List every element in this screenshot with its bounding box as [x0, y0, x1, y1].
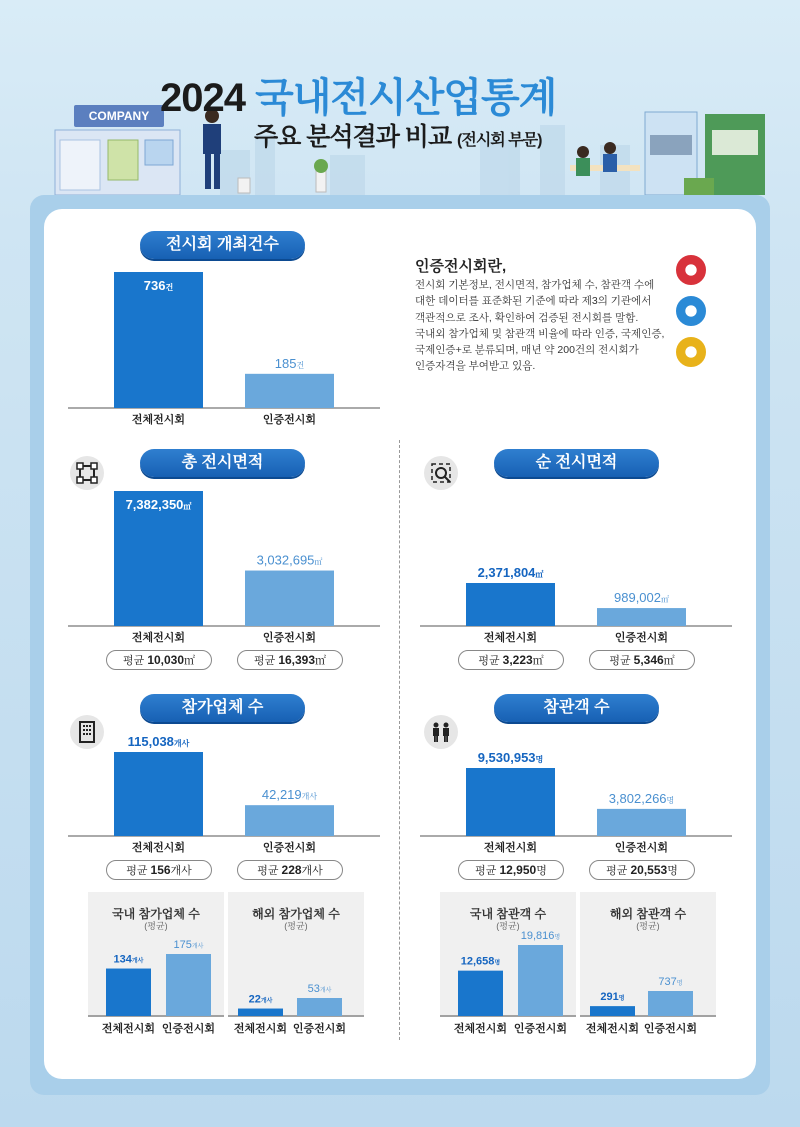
net_area-value-label: 2,371,804㎡ — [477, 565, 544, 580]
exhibitors-bar — [245, 805, 334, 836]
net_area-bar — [466, 583, 555, 626]
avg-value: 3,223 — [502, 653, 533, 667]
net_area-bar — [597, 608, 686, 626]
pill-total-area: 총 전시면적 — [140, 449, 305, 477]
visitors-category-label: 인증전시회 — [614, 842, 669, 854]
title-main: 국내전시산업통계 — [255, 76, 557, 120]
subpanel-title: 해외 참가업체 수 — [252, 907, 340, 921]
for_visitors-unit: 명 — [676, 981, 683, 987]
subpanel-subtitle: (평균) — [636, 921, 660, 931]
avg-label: 평균 — [126, 865, 148, 877]
count-unit: 건 — [165, 283, 174, 292]
dom_visitors-unit: 명 — [554, 935, 561, 941]
for_visitors-bar — [590, 1006, 635, 1016]
exhibitors-value-label: 42,219개사 — [261, 787, 318, 803]
count-value-label: 185건 — [274, 355, 305, 371]
avg-value: 12,950 — [499, 863, 537, 877]
info-line: 객관적으로 조사, 확인하여 검증된 전시회를 말함. — [415, 311, 639, 324]
avg-label: 평균 — [606, 865, 628, 877]
for_exhibitors-bar — [238, 1009, 283, 1016]
avg-label: 평균 — [609, 655, 631, 667]
pill-net-area: 순 전시면적 — [494, 449, 659, 477]
avg-unit: 개사 — [170, 865, 192, 877]
avg-label: 평균 — [475, 865, 497, 877]
avg-value: 16,393 — [278, 653, 316, 667]
avg-unit: 명 — [667, 865, 678, 877]
count-category-label: 인증전시회 — [262, 414, 317, 426]
visitors-category-label: 전체전시회 — [483, 842, 538, 854]
dom_exhibitors-value-label: 175개사 — [173, 939, 204, 951]
for_exhibitors-value-label: 53개사 — [307, 983, 332, 995]
avg-label: 평균 — [122, 655, 145, 667]
for_exhibitors-bar — [297, 998, 342, 1016]
total_area-bar — [245, 571, 334, 626]
dom_exhibitors-unit: 개사 — [131, 958, 144, 965]
net_area-category-label: 인증전시회 — [614, 632, 669, 644]
avg-value: 228 — [281, 863, 302, 877]
net_area-category-label: 전체전시회 — [483, 632, 538, 644]
total_area-category-label: 인증전시회 — [262, 632, 317, 644]
for_visitors-unit: 명 — [618, 996, 625, 1003]
pill-exhibitors: 참가업체 수 — [140, 694, 305, 722]
net_area-unit: ㎡ — [535, 570, 544, 579]
avg-unit: ㎡ — [532, 655, 544, 667]
visitors-unit: 명 — [666, 795, 675, 805]
for_visitors-category-label: 전체전시회 — [585, 1023, 640, 1035]
info-line: 국내외 참가업체 및 참관객 비율에 따라 인증, 국제인증, — [415, 327, 665, 340]
subpanel-title: 해외 참관객 수 — [609, 907, 687, 921]
info-title: 인증전시회란, — [415, 258, 507, 275]
visitors-unit: 명 — [535, 755, 544, 764]
for_visitors-bar — [648, 991, 693, 1016]
pill-count: 전시회 개최건수 — [140, 231, 305, 259]
info-line: 전시회 기본정보, 전시면적, 참가업체 수, 참관객 수에 — [415, 279, 655, 291]
avg-unit: ㎡ — [315, 655, 327, 667]
avg-unit: ㎡ — [184, 655, 196, 667]
for_visitors-category-label: 인증전시회 — [643, 1023, 698, 1035]
count-unit: 건 — [296, 360, 305, 370]
avg-unit: 명 — [536, 865, 547, 877]
visitors-value-label: 3,802,266명 — [608, 790, 675, 806]
dom_exhibitors-category-label: 전체전시회 — [101, 1023, 156, 1035]
dom_visitors-value-label: 19,816명 — [520, 930, 561, 942]
total_area-unit: ㎡ — [314, 557, 323, 567]
avg-unit: 개사 — [301, 865, 323, 877]
title-year: 2024 — [160, 76, 245, 120]
for_exhibitors-category-label: 전체전시회 — [233, 1023, 288, 1035]
total_area-value-label: 3,032,695㎡ — [256, 552, 323, 568]
subtitle-paren: (전시회 부문) — [457, 132, 542, 149]
visitors-bar — [466, 768, 555, 836]
dom_exhibitors-bar — [106, 969, 151, 1016]
dom_visitors-bar — [518, 945, 563, 1016]
dom_visitors-category-label: 인증전시회 — [513, 1023, 568, 1035]
total_area-unit: ㎡ — [183, 502, 192, 511]
dom_visitors-bar — [458, 971, 503, 1016]
info-line: 인증자격을 부여받고 있음. — [415, 360, 536, 373]
exhibitors-category-label: 전체전시회 — [131, 842, 186, 854]
dom_exhibitors-bar — [166, 954, 211, 1016]
visitors-value-label: 9,530,953명 — [477, 750, 544, 765]
dom_exhibitors-unit: 개사 — [191, 944, 204, 950]
total_area-value-label: 7,382,350㎡ — [125, 497, 192, 512]
for_exhibitors-unit: 개사 — [319, 988, 332, 994]
exhibitors-unit: 개사 — [301, 792, 318, 802]
for_visitors-value-label: 737명 — [658, 976, 683, 988]
total_area-category-label: 전체전시회 — [131, 632, 186, 644]
count-category-label: 전체전시회 — [131, 414, 186, 426]
info-line: 대한 데이터를 표준화된 기준에 따라 제3의 기관에서 — [415, 295, 652, 308]
subpanel-title: 국내 참가업체 수 — [112, 907, 200, 921]
avg-unit: ㎡ — [663, 655, 675, 667]
avg-label: 평균 — [253, 655, 276, 667]
dom_exhibitors-category-label: 인증전시회 — [161, 1023, 216, 1035]
for_exhibitors-unit: 개사 — [260, 998, 273, 1005]
exhibitors-bar — [114, 752, 203, 836]
subtitle-main: 주요 분석결과 비교 — [254, 123, 452, 151]
for_visitors-value-label: 291명 — [600, 991, 625, 1004]
subpanel-subtitle: (평균) — [144, 921, 168, 931]
count-value-label: 736건 — [143, 278, 174, 293]
exhibitors-value-label: 115,038개사 — [127, 734, 190, 749]
dom_visitors-category-label: 전체전시회 — [453, 1023, 508, 1035]
info-line: 국제인증+로 분류되며, 매년 약 200건의 전시회가 — [415, 344, 639, 357]
company-sign: COMPANY — [74, 105, 164, 127]
subpanel-title: 국내 참관객 수 — [469, 907, 547, 921]
exhibitors-category-label: 인증전시회 — [262, 842, 317, 854]
for_exhibitors-value-label: 22개사 — [248, 993, 273, 1006]
net_area-unit: ㎡ — [661, 595, 669, 605]
dom_exhibitors-value-label: 134개사 — [113, 953, 144, 966]
net_area-value-label: 989,002㎡ — [614, 590, 669, 606]
avg-label: 평균 — [478, 655, 500, 667]
avg-value: 156 — [150, 863, 171, 877]
avg-value: 10,030 — [147, 653, 185, 667]
visitors-bar — [597, 809, 686, 836]
subpanel-subtitle: (평균) — [496, 921, 520, 931]
subpanel-subtitle: (평균) — [284, 921, 308, 931]
avg-value: 5,346 — [633, 653, 664, 667]
dom_visitors-unit: 명 — [494, 960, 501, 967]
for_exhibitors-category-label: 인증전시회 — [292, 1023, 347, 1035]
pill-visitors: 참관객 수 — [494, 694, 659, 722]
dom_visitors-value-label: 12,658명 — [460, 955, 501, 968]
avg-value: 20,553 — [630, 863, 668, 877]
avg-label: 평균 — [257, 865, 279, 877]
exhibitors-unit: 개사 — [173, 739, 190, 748]
count-bar — [245, 374, 334, 408]
